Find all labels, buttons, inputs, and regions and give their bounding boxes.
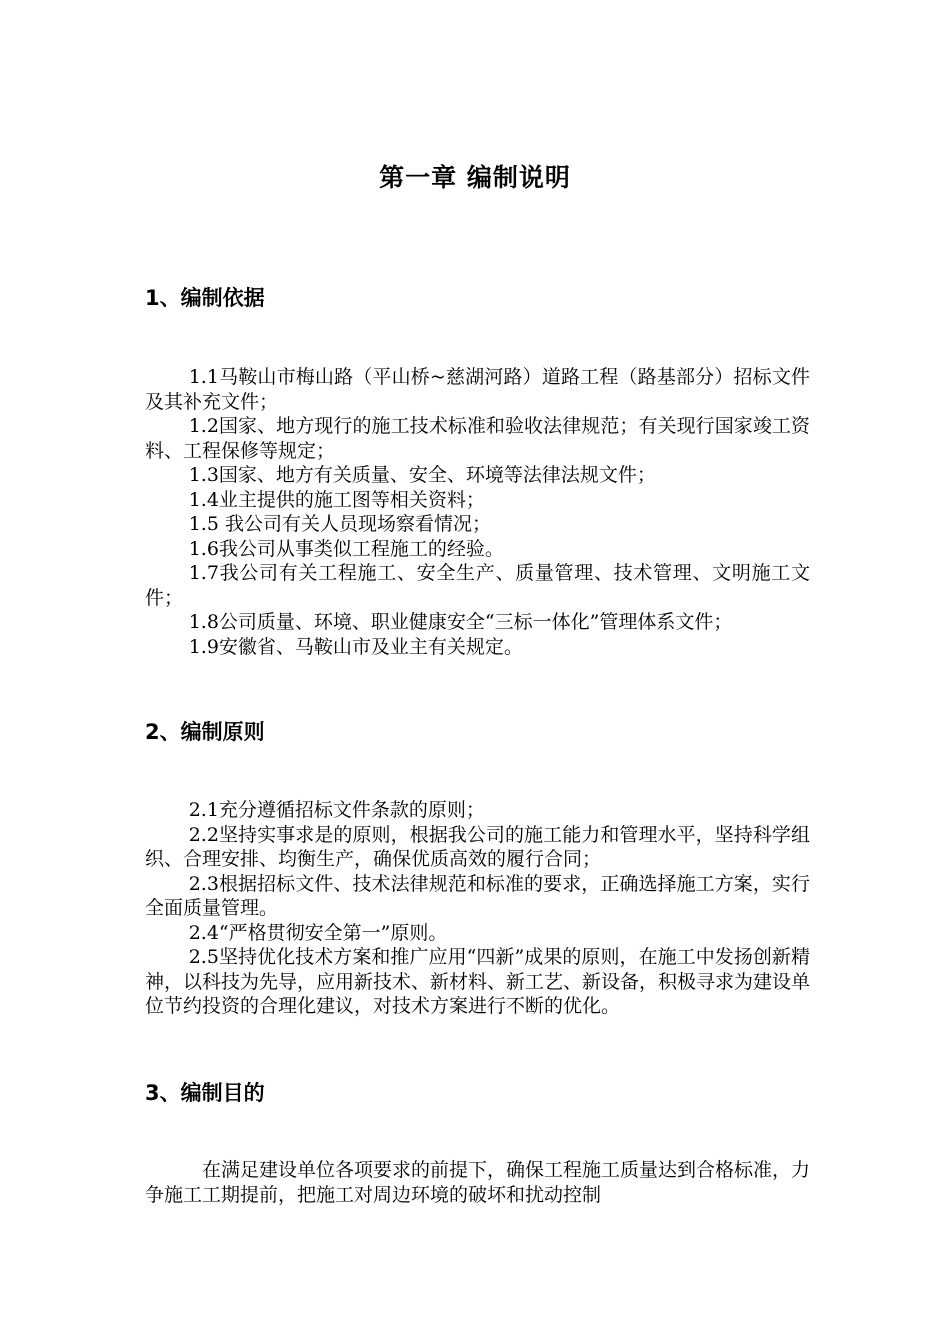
paragraph: 2.4“严格贯彻安全第一”原则。 [188, 921, 448, 944]
paragraph: 1.2国家、地方现行的施工技术标准和验收法律规范；有关现行国家竣工资料、工程保修等规定； [145, 415, 810, 462]
section-body-3 [145, 1158, 810, 1207]
section-heading-2: 2、编制原则 [145, 720, 265, 744]
paragraph: 1.3国家、地方有关质量、安全、环境等法律法规文件； [188, 464, 656, 486]
paragraph: 1.7我公司有关工程施工、安全生产、质量管理、技术管理、文明施工文件； [145, 562, 810, 609]
paragraph: 1.4业主提供的施工图等相关资料； [188, 488, 485, 511]
paragraph: 2.2坚持实事求是的原则，根据我公司的施工能力和管理水平，坚持科学组织、合理安排、均衡生产，确保优质高效的履行合同； [145, 823, 810, 870]
chapter-title: 第一章 编制说明 [379, 163, 571, 192]
paragraph: 1.9安徽省、马鞍山市及业主有关规定。 [188, 635, 523, 658]
paragraph: 1.8公司质量、环境、职业健康安全“三标一体化”管理体系文件； [188, 611, 733, 633]
paragraph: 1.5 我公司有关人员现场察看情况； [188, 513, 491, 535]
paragraph: 1.1马鞍山市梅山路（平山桥~慈湖河路）道路工程（路基部分）招标文件及其补充文件； [145, 366, 810, 413]
paragraph: 2.5坚持优化技术方案和推广应用“四新”成果的原则，在施工中发扬创新精神，以科技为先导，应用新技术、新材料、新工艺、新设备，积极寻求为建设单位节约投资的合理化建议，对技术方案进行不断的优化。 [145, 946, 811, 1017]
section-body-1 [145, 365, 810, 659]
section-heading-3: 3、编制目的 [145, 1081, 265, 1105]
paragraph: 2.1充分遵循招标文件条款的原则； [188, 799, 485, 821]
section-heading-1: 1、编制依据 [145, 286, 265, 310]
paragraph: 2.3根据招标文件、技术法律规范和标准的要求，正确选择施工方案，实行全面质量管理。 [145, 872, 810, 919]
paragraph: 在满足建设单位各项要求的前提下，确保工程施工质量达到合格标准，力争施工工期提前，把施工对周边环境的破坏和扰动控制 [145, 1159, 811, 1206]
paragraph: 1.6我公司从事类似工程施工的经验。 [188, 537, 504, 560]
section-body-2 [145, 798, 810, 1019]
